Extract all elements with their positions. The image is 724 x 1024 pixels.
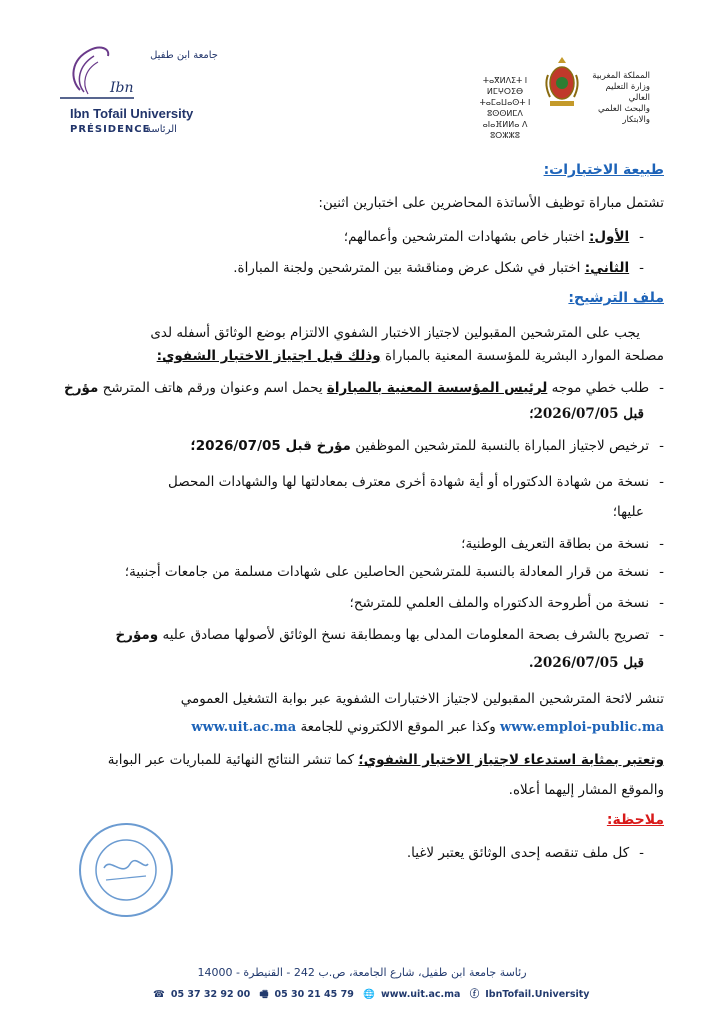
section-heading-tests: طبيعة الاختبارات: bbox=[543, 162, 664, 178]
doc-item-4-text: نسخة من بطاقة التعريف الوطنية؛ bbox=[461, 536, 650, 552]
footer-phone: 05 37 32 92 00 bbox=[170, 989, 251, 1000]
ministry-name-tifinagh: ⵜⴰⴳⵍⴷⵉⵜ ⵏ ⵍⵎⵖⵔⵉⴱ ⵜⴰⵎⴰⵡⴰⵙⵜ ⵏ ⵓⵙⵙⵍⵎⴷ ⴰⵏⴰⴼⵍⵍⴰ ⴷ ⵓⵔⵣⵣⵓ bbox=[479, 76, 531, 140]
coat-of-arms-icon bbox=[542, 55, 582, 111]
facebook-icon: ⓕ bbox=[469, 989, 480, 1000]
doc-item-1-d: مؤرخ bbox=[64, 380, 99, 396]
phone-icon: ☎ bbox=[153, 989, 165, 1000]
publication-para-line-2-mid: وكذا عبر الموقع الالكتروني للجامعة bbox=[296, 719, 501, 735]
presidence-label-ar: الرئاسة bbox=[146, 124, 177, 135]
publication-para-line-3-a: وتعتبر بمثابة استدعاء لاجتياز الاختبار الشفوي؛ bbox=[358, 752, 664, 768]
bullet-dash: - bbox=[639, 229, 644, 245]
doc-item-6-text: نسخة من أطروحة الدكتوراه والملف العلمي للمترشح؛ bbox=[349, 595, 650, 611]
test-item-2 bbox=[60, 258, 644, 278]
doc-item-3-a: نسخة من شهادة الدكتوراه أو أية شهادة أخرى معترف بمعادلتها لها والشهادات المحصل bbox=[168, 474, 650, 490]
test-item-1-text: اختبار خاص بشهادات المترشحين وأعمالهم؛ bbox=[343, 229, 589, 245]
ministry-header bbox=[470, 55, 650, 140]
doc-item-2: -ترخيص لاجتياز المباراة بالنسبة للمترشحين الموظفين مؤرخ قبل 2026/07/05؛ bbox=[190, 438, 664, 454]
university-name-ar: جامعة ابن طفيل bbox=[150, 50, 218, 61]
doc-item-1-c: يحمل اسم وعنوان ورقم هاتف المترشح bbox=[98, 380, 327, 396]
doc-item-2-a: ترخيص لاجتياز المباراة بالنسبة للمترشحين الموظفين bbox=[350, 438, 650, 454]
note-text: -كل ملف تنقصه إحدى الوثائق يعتبر لاغيا. bbox=[406, 845, 644, 861]
footer-contact-row bbox=[150, 986, 590, 1003]
doc-item-3: -نسخة من شهادة الدكتوراه أو أية شهادة أخرى معترف بمعادلتها لها والشهادات المحصل bbox=[168, 474, 664, 490]
presidence-label: PRÉSIDENCE bbox=[70, 124, 151, 135]
doc-item-5-text: نسخة من قرار المعادلة بالنسبة للمترشحين الحاصلين على شهادات مسلمة من جامعات أجنبية؛ bbox=[124, 564, 650, 580]
doc-item-1: -طلب خطي موجه لرئيس المؤسسة المعنية بالمباراة يحمل اسم وعنوان ورقم هاتف المترشح مؤرخ bbox=[64, 380, 664, 396]
doc-item-4: -نسخة من بطاقة التعريف الوطنية؛ bbox=[461, 536, 664, 552]
link-uit[interactable]: www.uit.ac.ma bbox=[191, 720, 297, 735]
university-name-latin: Ibn Tofail University bbox=[70, 106, 194, 121]
note-heading: ملاحظة: bbox=[606, 812, 664, 828]
fax-icon: 🖷 bbox=[259, 989, 269, 1000]
doc-item-7-line-2: قبل 2026/07/05. bbox=[528, 655, 644, 671]
publication-para-line-4: والموقع المشار إليهما أعلاه. bbox=[508, 782, 664, 798]
university-logo bbox=[50, 40, 222, 135]
doc-item-5: -نسخة من قرار المعادلة بالنسبة للمترشحين الحاصلين على شهادات مسلمة من جامعات أجنبية؛ bbox=[124, 564, 664, 580]
svg-text:Ibn: Ibn bbox=[110, 80, 134, 96]
link-emploi-public[interactable]: www.emploi-public.ma bbox=[500, 720, 664, 735]
doc-item-6: -نسخة من أطروحة الدكتوراه والملف العلمي للمترشح؛ bbox=[349, 595, 664, 611]
university-script-emblem bbox=[50, 40, 142, 104]
test-item-2-text: اختبار في شكل عرض ومناقشة بين المترشحين ولجنة المباراة. bbox=[233, 260, 585, 276]
note-text-body: كل ملف تنقصه إحدى الوثائق يعتبر لاغيا. bbox=[406, 845, 630, 861]
doc-item-3-line-2: عليها؛ bbox=[612, 504, 644, 520]
bullet-dash: - bbox=[639, 260, 644, 276]
application-para-line-2-b: وذلك قبل اجتياز الاختبار الشفوي: bbox=[156, 348, 381, 364]
publication-para-line-1: تنشر لائحة المترشحين المقبولين لاجتياز الاختبارات الشفوية عبر بوابة التشغيل العمومي bbox=[180, 691, 664, 707]
doc-item-2-b: مؤرخ قبل 2026/07/05؛ bbox=[190, 438, 351, 454]
footer-social[interactable]: IbnTofail.University bbox=[485, 989, 590, 1000]
doc-item-1-a: طلب خطي موجه bbox=[547, 380, 650, 396]
publication-para-line-3-b: كما تنشر النتائج النهائية للمباريات عبر البوابة bbox=[107, 752, 359, 768]
application-para-line-2 bbox=[60, 346, 664, 366]
publication-para-line-3 bbox=[60, 750, 664, 770]
doc-item-7-a: تصريح بالشرف بصحة المعلومات المدلى بها وبمطابقة نسخ الوثائق لأصولها مصادق عليه bbox=[158, 627, 650, 643]
doc-item-7: -تصريح بالشرف بصحة المعلومات المدلى بها وبمطابقة نسخ الوثائق لأصولها مصادق عليه ومؤرخ bbox=[115, 627, 664, 643]
section-heading-application: ملف الترشيح: bbox=[568, 290, 664, 306]
university-stamp bbox=[76, 820, 176, 920]
doc-item-1-line-2: قبل 2026/07/05؛ bbox=[529, 406, 644, 422]
application-para-line-2-a: مصلحة الموارد البشرية للمؤسسة المعنية بالمباراة bbox=[380, 348, 664, 364]
test-item-2-label: الثاني: bbox=[584, 260, 630, 276]
doc-item-7-b: ومؤرخ bbox=[115, 627, 159, 643]
tests-intro: تشتمل مباراة توظيف الأساتذة المحاضرين على اختبارين اثنين: bbox=[318, 195, 664, 211]
globe-icon: 🌐 bbox=[363, 989, 375, 1000]
application-para-line-1: يجب على المترشحين المقبولين لاجتياز الاختبار الشفوي الالتزام بوضع الوثائق أسفله لدى bbox=[150, 325, 640, 341]
test-item-1 bbox=[60, 227, 644, 247]
doc-item-1-b: لرئيس المؤسسة المعنية بالمباراة bbox=[326, 380, 548, 396]
footer-web[interactable]: www.uit.ac.ma bbox=[380, 989, 461, 1000]
ministry-name-ar: المملكة المغربية وزارة التعليم العالي والبحث العلمي والابتكار bbox=[592, 71, 650, 125]
publication-para-line-2 bbox=[60, 717, 664, 738]
footer-fax: 05 30 21 45 79 bbox=[274, 989, 354, 1000]
test-item-1-label: الأول: bbox=[588, 229, 630, 245]
footer-address: رئاسة جامعة ابن طفيل، شارع الجامعة، ص.ب 242 - القنيطرة - 14000 bbox=[197, 966, 527, 979]
